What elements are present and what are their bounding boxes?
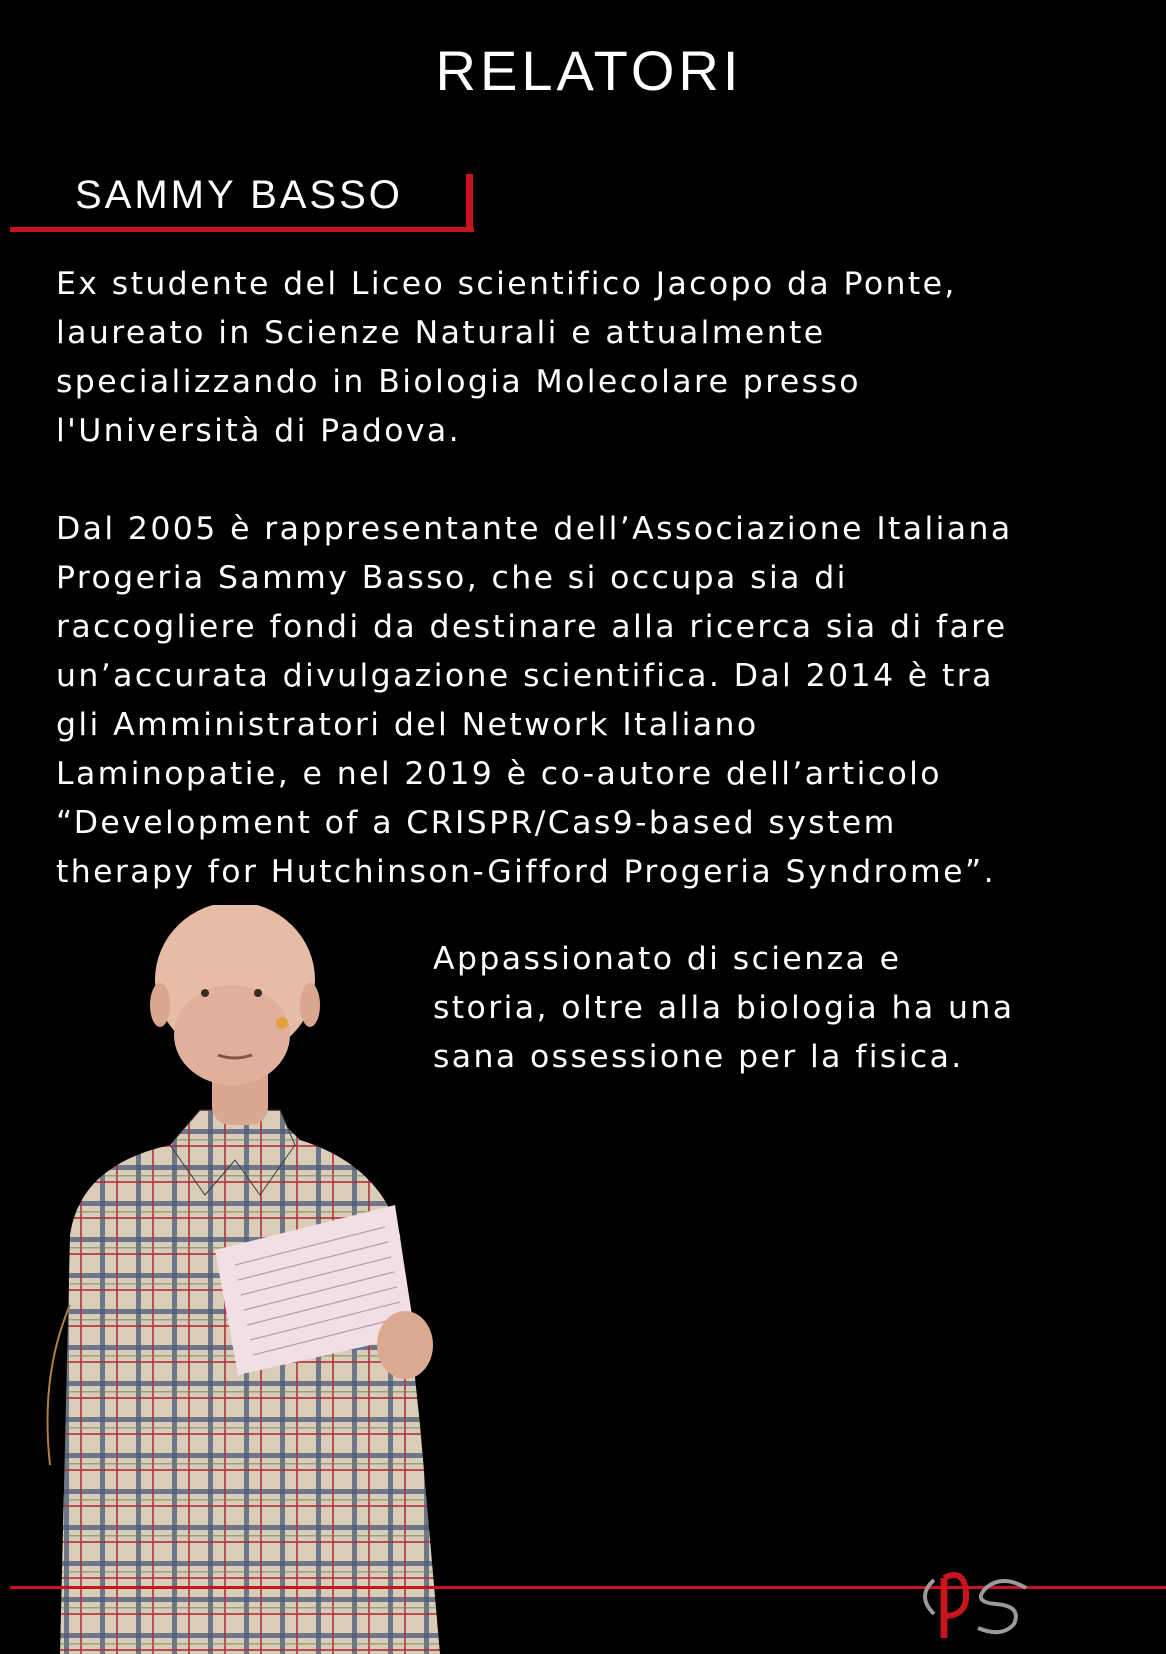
speaker-photo [20, 905, 460, 1654]
name-underline-divider [10, 227, 474, 232]
bio-paragraph-interests: Appassionato di scienza e storia, oltre alla biologia ha una sana ossessione per la fisica. [433, 941, 1015, 1075]
bio-paragraph-education: Ex studente del Liceo scientifico Jacopo da Ponte, laureato in Scienze Naturali e attualmente specializzando in Biologia Molecolare presso l'Università di Padova. [56, 266, 957, 449]
page-title: RELATORI [435, 39, 743, 102]
ps-logo-icon [906, 1538, 1044, 1638]
bio-paragraph-association: Dal 2005 è rappresentante dell’Associazione Italiana Progeria Sammy Basso, che si occupa sia di raccogliere fondi da destinare alla ricerca sia di fare un’accurata divulgazione scientifica. Dal 2014 è tra gli Amministratori del Network Italiano Laminopatie, e nel 2019 è co-autore dell’articolo “Development of a CRISPR/Cas9-based system therapy for Hutchinson-Gifford Progeria Syndrome”. [56, 511, 1013, 890]
name-bracket-divider [466, 174, 473, 232]
speaker-name: SAMMY BASSO [75, 173, 403, 217]
